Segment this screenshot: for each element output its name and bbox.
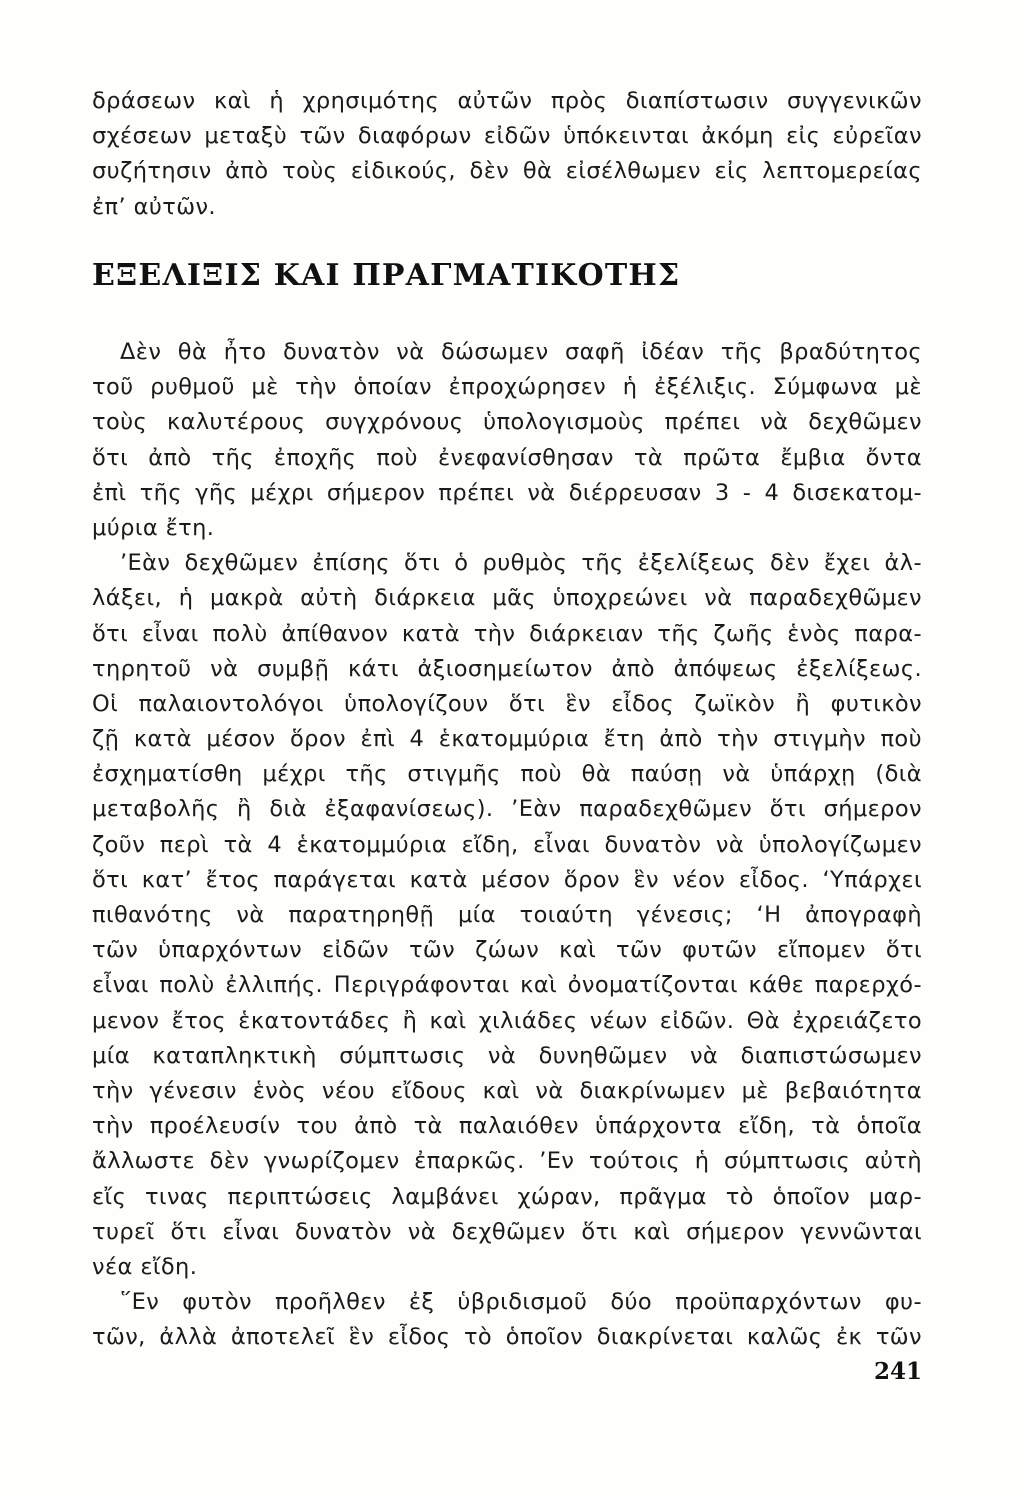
text-line: ’Εὰν δεχθῶμεν ἐπίσης ὅτι ὁ ρυθμὸς τῆς ἐξελίξεως δὲν ἔχει ἀλ- [120, 550, 922, 577]
body-text [92, 335, 922, 1355]
text-line: μία καταπληκτικὴ σύμπτωσις νὰ δυνηθῶμεν νὰ διαπιστώσωμεν [92, 1042, 922, 1069]
text-line: μεταβολῆς ἢ διὰ ἐξαφανίσεως). ’Εὰν παραδεχθῶμεν ὅτι σήμερον [92, 796, 922, 823]
text-line: μύρια ἔτη. [92, 514, 215, 541]
text-line: Οἱ παλαιοντολόγοι ὑπολογίζουν ὅτι ἓν εἶδος ζωϊκὸν ἢ φυτικὸν [92, 690, 922, 717]
text-line: εἶναι πολὺ ἐλλιπής. Περιγράφονται καὶ ὀνοματίζονται κάθε παρερχό- [92, 972, 922, 999]
text-line: τὴν προέλευσίν του ἀπὸ τὰ παλαιόθεν ὑπάρχοντα εἴδη, τὰ ὁποῖα [92, 1113, 922, 1140]
text-line: τηρητοῦ νὰ συμβῇ κάτι ἀξιοσημείωτον ἀπὸ ἀπόψεως ἐξελίξεως. [92, 655, 922, 682]
text-line: τοῦ ρυθμοῦ μὲ τὴν ὁποίαν ἐπροχώρησεν ἡ ἐξέλιξις. Σύμφωνα μὲ [92, 374, 922, 401]
text-line: ἐσχηματίσθη μέχρι τῆς στιγμῆς ποὺ θὰ παύσῃ νὰ ὑπάρχῃ (διὰ [92, 761, 922, 788]
text-line: ὅτι ἀπὸ τῆς ἐποχῆς ποὺ ἐνεφανίσθησαν τὰ πρῶτα ἔμβια ὄντα [92, 444, 922, 471]
text-line: ῞Εν φυτὸν προῆλθεν ἐξ ὑβριδισμοῦ δύο προϋπαρχόντων φυ- [120, 1289, 922, 1316]
text-line: ἄλλωστε δὲν γνωρίζομεν ἐπαρκῶς. ’Εν τούτοις ἡ σύμπτωσις αὐτὴ [92, 1148, 922, 1175]
page-number: 241 [873, 1358, 922, 1385]
text-line: Δὲν θὰ ἦτο δυνατὸν νὰ δώσωμεν σαφῆ ἰδέαν τῆς βραδύτητος [120, 339, 922, 365]
text-line: εἴς τινας περιπτώσεις λαμβάνει χώραν, πρᾶγμα τὸ ὁποῖον μαρ- [92, 1183, 922, 1210]
text-line: τυρεῖ ὅτι εἶναι δυνατὸν νὰ δεχθῶμεν ὅτι καὶ σήμερον γεννῶνται [92, 1218, 922, 1245]
text-line: νέα εἴδη. [92, 1253, 198, 1280]
text-line: συζήτησιν ἀπὸ τοὺς εἰδικούς, δὲν θὰ εἰσέλθωμεν εἰς λεπτομερείας [92, 158, 922, 185]
text-line: τοὺς καλυτέρους συγχρόνους ὑπολογισμοὺς πρέπει νὰ δεχθῶμεν [92, 409, 922, 436]
text-line: τῶν ὑπαρχόντων εἰδῶν τῶν ζώων καὶ τῶν φυτῶν εἴπομεν ὅτι [92, 937, 922, 964]
text-line: ὅτι κατ’ ἔτος παράγεται κατὰ μέσον ὅρον ἓν νέον εἶδος. ‘Υπάρχει [92, 866, 922, 893]
text-line: ὅτι εἶναι πολὺ ἀπίθανον κατὰ τὴν διάρκειαν τῆς ζωῆς ἑνὸς παρα- [92, 620, 922, 647]
text-line: ζῇ κατὰ μέσον ὅρον ἐπὶ 4 ἑκατομμύρια ἔτη ἀπὸ τὴν στιγμὴν ποὺ [92, 726, 922, 753]
text-line: λάξει, ἡ μακρὰ αὐτὴ διάρκεια μᾶς ὑποχρεώνει νὰ παραδεχθῶμεν [92, 585, 922, 612]
section-heading: ΕΞΕΛΙΞΙΣ ΚΑΙ ΠΡΑΓΜΑΤΙΚΟΤΗΣ [92, 258, 681, 293]
intro-paragraph [92, 84, 922, 225]
text-line: πιθανότης νὰ παρατηρηθῇ μία τοιαύτη γένεσις; ‘Η ἀπογραφὴ [92, 902, 922, 928]
text-line: ἐπ’ αὐτῶν. [92, 193, 216, 220]
text-line: τῶν, ἀλλὰ ἀποτελεῖ ἓν εἶδος τὸ ὁποῖον διακρίνεται καλῶς ἐκ τῶν [92, 1324, 922, 1351]
text-line: ἐπὶ τῆς γῆς μέχρι σήμερον πρέπει νὰ διέρρευσαν 3 - 4 δισεκατομ- [92, 479, 922, 506]
text-line: σχέσεων μεταξὺ τῶν διαφόρων εἰδῶν ὑπόκεινται ἀκόμη εἰς εὐρεῖαν [92, 123, 922, 150]
text-line: μενον ἔτος ἑκατοντάδες ἢ καὶ χιλιάδες νέων εἰδῶν. Θὰ ἐχρειάζετο [92, 1007, 922, 1034]
text-line: τὴν γένεσιν ἑνὸς νέου εἴδους καὶ νὰ διακρίνωμεν μὲ βεβαιότητα [92, 1077, 922, 1104]
text-line: δράσεων καὶ ἡ χρησιμότης αὐτῶν πρὸς διαπίστωσιν συγγενικῶν [92, 88, 922, 114]
text-line: ζοῦν περὶ τὰ 4 ἑκατομμύρια εἴδη, εἶναι δυνατὸν νὰ ὑπολογίζωμεν [92, 831, 922, 858]
